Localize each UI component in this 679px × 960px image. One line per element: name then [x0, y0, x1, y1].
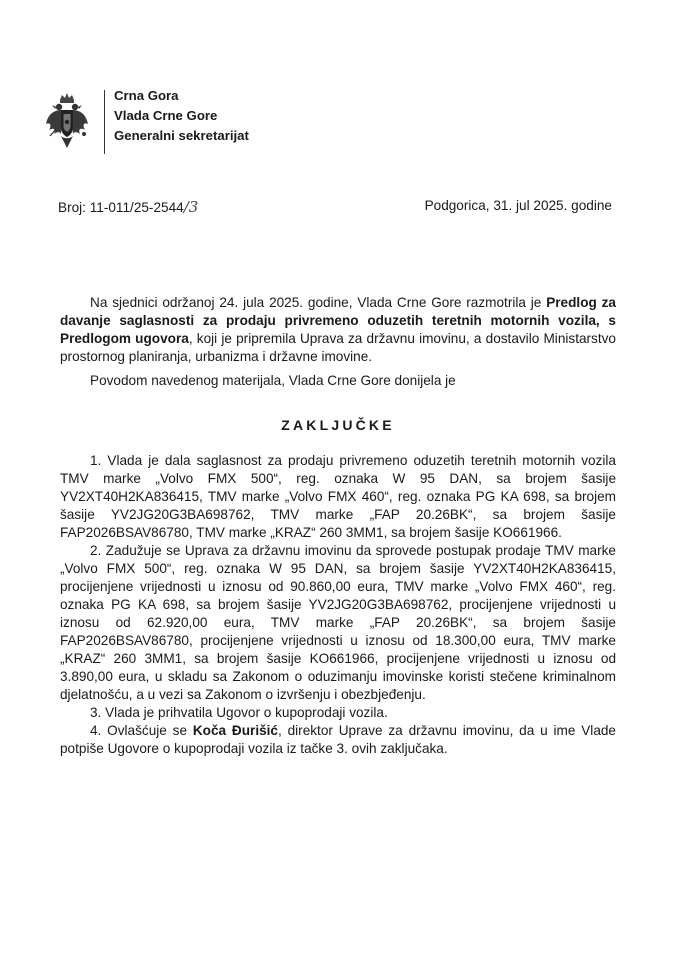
reference-number: Broj: 11-011/25-2544: [58, 200, 184, 215]
issuing-organization: [114, 86, 249, 146]
conclusion-1: 1. Vlada je dala saglasnost za prodaju privremeno oduzetih teretnih motornih vozila TMV marke „Volvo FMX 500“, reg. oznaka W 95 DAN, sa brojem šasije YV2XT40H2KA836415, TMV marke „Volvo FMX 460“, reg. oznaka PG KA 698, sa brojem šasije YV2JG20G3BA698762, TMV marke „FAP 20.26BK“, sa brojem šasije FAP2026BSAV86780, TMV marke „KRAZ“ 260 3MM1, sa brojem šasije KO661966.: [60, 453, 616, 540]
header-divider: [104, 90, 105, 154]
intro-text-b: , koji je pripremila Uprava za državnu imovinu, a dostavilo Ministarstvo prostornog planiranja, urbanizma i državne imovine.: [60, 331, 616, 364]
document-body: [60, 294, 616, 758]
conclusion-2: 2. Zadužuje se Uprava za državnu imovinu da sprovede postupak prodaje TMV marke „Volvo FMX 500“, reg. oznaka W 95 DAN, sa brojem šasije YV2XT40H2KA836415, procijenjene vrijednosti u iznosu od 90.860,00 eura, TMV marke „Volvo FMX 460“, reg. oznaka PG KA 698, sa brojem šasije YV2JG20G3BA698762, procijenjene vrijednosti u iznosu od 62.920,00 eura, TMV marke „FAP 20.26BK“, sa brojem šasije FAP2026BSAV86780, procijenjene vrijednosti u iznosu od 18.300,00 eura, TMV marke „KRAZ“ 260 3MM1, sa brojem šasije KO661966, procijenjene vrijednosti u iznosu od 3.890,00 eura, u skladu sa Zakonom o oduzimanju imovinske koristi stečene kriminalnom djelatnošću, a u vezi sa Zakonom o izvršenju i obezbjeđenju.: [60, 543, 616, 702]
handwritten-mark: /3: [183, 198, 199, 216]
org-country: Crna Gora: [114, 88, 179, 103]
authorized-person: Koča Đurišić: [192, 723, 278, 738]
place-and-date: Podgorica, 31. jul 2025. godine: [424, 198, 612, 213]
intro-paragraph: [60, 294, 616, 366]
conclusion-3: 3. Vlada je prihvatila Ugovor o kupoprodaji vozila.: [90, 705, 388, 720]
proposal-title: Predlog za davanje saglasnosti za prodaju privremeno oduzetih teretnih motornih vozila, s Predlogom ugovora: [60, 295, 616, 346]
org-department: Generalni sekretarijat: [114, 128, 249, 143]
montenegro-coat-of-arms-icon: [44, 92, 90, 150]
reference-number-line: [58, 198, 198, 216]
org-government: Vlada Crne Gore: [114, 108, 218, 123]
conclusion-4-text-b: , direktor Uprave za državnu imovinu, da u ime Vlade potpiše Ugovore o kupoprodaji vozila iz tačke 3. ovih zaključaka.: [60, 723, 616, 756]
conclusions-heading: ZAKLJUČKE: [281, 417, 395, 433]
intro-text-a: Na sjednici održanoj 24. jula 2025. godine, Vlada Crne Gore razmotrila je: [90, 295, 547, 310]
adoption-sentence: Povodom navedenog materijala, Vlada Crne Gore donijela je: [90, 373, 456, 388]
conclusion-4: [60, 722, 616, 758]
conclusion-4-text-a: 4. Ovlašćuje se: [90, 723, 193, 738]
